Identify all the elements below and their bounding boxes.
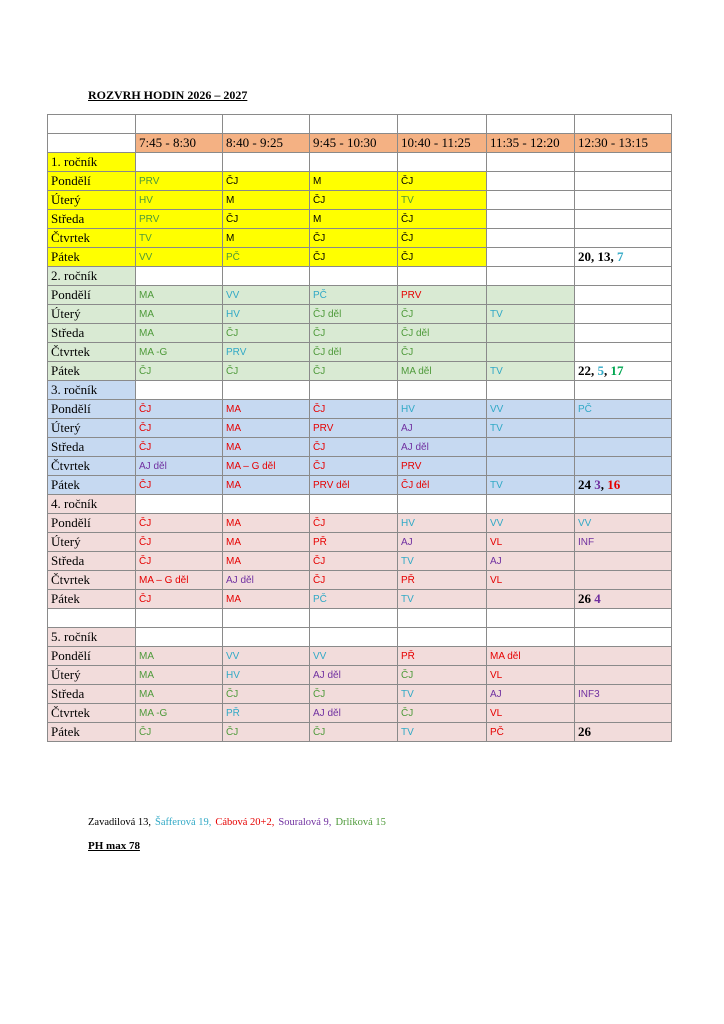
empty-cell bbox=[136, 628, 223, 647]
summary-part: 5 bbox=[597, 363, 604, 378]
lesson-cell bbox=[487, 343, 575, 362]
lesson-cell: ČJ bbox=[398, 229, 487, 248]
day-row bbox=[48, 172, 672, 191]
day-label: Pondělí bbox=[48, 647, 136, 666]
lesson-cell: HV bbox=[223, 305, 310, 324]
lesson-cell bbox=[487, 229, 575, 248]
lesson-cell: VL bbox=[487, 571, 575, 590]
empty-cell bbox=[575, 609, 672, 628]
day-row bbox=[48, 590, 672, 609]
lesson-cell: ČJ bbox=[136, 533, 223, 552]
timetable-body bbox=[48, 115, 672, 742]
lesson-cell: MA děl bbox=[398, 362, 487, 381]
lesson-cell bbox=[575, 457, 672, 476]
lesson-cell: ČJ bbox=[136, 514, 223, 533]
lesson-cell: HV bbox=[398, 400, 487, 419]
lesson-cell: ČJ bbox=[136, 438, 223, 457]
lesson-cell bbox=[575, 343, 672, 362]
lesson-cell: VL bbox=[487, 704, 575, 723]
lesson-cell bbox=[487, 172, 575, 191]
day-row bbox=[48, 552, 672, 571]
spacer-row bbox=[48, 609, 672, 628]
lesson-cell bbox=[575, 324, 672, 343]
lesson-cell: ČJ bbox=[310, 362, 398, 381]
lesson-cell: INF3 bbox=[575, 685, 672, 704]
empty-cell bbox=[310, 609, 398, 628]
lesson-cell: MA bbox=[136, 647, 223, 666]
day-label: Čtvrtek bbox=[48, 571, 136, 590]
day-label: Pondělí bbox=[48, 514, 136, 533]
empty-cell bbox=[223, 153, 310, 172]
empty-cell bbox=[136, 267, 223, 286]
lesson-cell: M bbox=[223, 191, 310, 210]
lesson-cell: ČJ bbox=[136, 362, 223, 381]
summary-part: , bbox=[604, 363, 611, 378]
lesson-cell: TV bbox=[487, 362, 575, 381]
day-label: Pátek bbox=[48, 723, 136, 742]
lesson-cell: PRV bbox=[223, 343, 310, 362]
grade-header-row bbox=[48, 628, 672, 647]
lesson-cell: ČJ bbox=[398, 343, 487, 362]
empty-cell bbox=[136, 381, 223, 400]
lesson-cell bbox=[575, 305, 672, 324]
lesson-cell: MA bbox=[223, 533, 310, 552]
lesson-cell: VL bbox=[487, 666, 575, 685]
grade-label: 2. ročník bbox=[48, 267, 136, 286]
lesson-cell: ČJ bbox=[310, 229, 398, 248]
lesson-cell: MA bbox=[136, 666, 223, 685]
time-slot: 12:30 - 13:15 bbox=[575, 134, 672, 153]
lesson-cell: MA bbox=[223, 552, 310, 571]
lesson-cell: VV bbox=[223, 286, 310, 305]
empty-cell bbox=[223, 267, 310, 286]
grade-summary bbox=[575, 476, 672, 495]
grade-header-row bbox=[48, 381, 672, 400]
lesson-cell: M bbox=[310, 210, 398, 229]
lesson-cell: ČJ děl bbox=[398, 324, 487, 343]
lesson-cell: TV bbox=[398, 590, 487, 609]
empty-cell bbox=[223, 381, 310, 400]
lesson-cell bbox=[487, 324, 575, 343]
empty-cell bbox=[136, 495, 223, 514]
day-label: Pondělí bbox=[48, 172, 136, 191]
day-row bbox=[48, 191, 672, 210]
empty-cell bbox=[136, 153, 223, 172]
empty-cell bbox=[575, 267, 672, 286]
lesson-cell: AJ děl bbox=[136, 457, 223, 476]
grade-label: 1. ročník bbox=[48, 153, 136, 172]
empty-cell bbox=[310, 153, 398, 172]
lesson-cell: ČJ bbox=[310, 400, 398, 419]
lesson-cell: AJ bbox=[398, 419, 487, 438]
empty-cell bbox=[398, 609, 487, 628]
lesson-cell: PRV bbox=[136, 210, 223, 229]
lesson-cell: ČJ bbox=[223, 362, 310, 381]
timetable bbox=[47, 114, 672, 742]
lesson-cell: ČJ bbox=[398, 666, 487, 685]
lesson-cell: ČJ bbox=[310, 438, 398, 457]
empty-cell bbox=[310, 495, 398, 514]
lesson-cell: AJ děl bbox=[310, 666, 398, 685]
day-row bbox=[48, 457, 672, 476]
lesson-cell bbox=[487, 191, 575, 210]
day-label: Čtvrtek bbox=[48, 704, 136, 723]
day-row bbox=[48, 647, 672, 666]
summary-part: 22, bbox=[578, 363, 598, 378]
lesson-cell: MA děl bbox=[487, 647, 575, 666]
day-row bbox=[48, 324, 672, 343]
teacher-entry: Šafferová 19, bbox=[154, 817, 212, 828]
empty-cell bbox=[487, 381, 575, 400]
teacher-entry: Zavadilová 13, bbox=[88, 817, 151, 828]
summary-part: 17 bbox=[610, 363, 624, 378]
lesson-cell: TV bbox=[487, 305, 575, 324]
empty-cell bbox=[575, 153, 672, 172]
summary-part: 24 bbox=[578, 477, 595, 492]
lesson-cell bbox=[575, 666, 672, 685]
day-row bbox=[48, 666, 672, 685]
lesson-cell: ČJ bbox=[310, 457, 398, 476]
lesson-cell: ČJ bbox=[398, 704, 487, 723]
lesson-cell: PRV bbox=[398, 286, 487, 305]
lesson-cell: PŘ bbox=[223, 704, 310, 723]
day-label: Čtvrtek bbox=[48, 229, 136, 248]
lesson-cell: AJ bbox=[398, 533, 487, 552]
lesson-cell bbox=[575, 419, 672, 438]
summary-part: 4 bbox=[594, 591, 601, 606]
lesson-cell: MA bbox=[136, 305, 223, 324]
empty-cell bbox=[310, 267, 398, 286]
empty-cell bbox=[136, 609, 223, 628]
lesson-cell bbox=[487, 210, 575, 229]
lesson-cell: MA bbox=[223, 438, 310, 457]
lesson-cell: INF bbox=[575, 533, 672, 552]
empty-cell bbox=[487, 153, 575, 172]
summary-part: 7 bbox=[617, 249, 624, 264]
lesson-cell: ČJ bbox=[310, 324, 398, 343]
day-row bbox=[48, 704, 672, 723]
lesson-cell: MA bbox=[136, 286, 223, 305]
lesson-cell bbox=[575, 210, 672, 229]
day-label: Pondělí bbox=[48, 400, 136, 419]
empty-cell bbox=[223, 628, 310, 647]
lesson-cell: ČJ bbox=[136, 400, 223, 419]
summary-part: 26 bbox=[578, 724, 591, 739]
lesson-cell: MA bbox=[223, 476, 310, 495]
lesson-cell: VV bbox=[487, 400, 575, 419]
lesson-cell bbox=[575, 172, 672, 191]
lesson-cell: ČJ děl bbox=[398, 476, 487, 495]
lesson-cell: AJ děl bbox=[310, 704, 398, 723]
lesson-cell: ČJ bbox=[310, 191, 398, 210]
lesson-cell: MA bbox=[223, 419, 310, 438]
empty-cell bbox=[310, 628, 398, 647]
day-label: Pátek bbox=[48, 362, 136, 381]
day-label: Úterý bbox=[48, 533, 136, 552]
lesson-cell: ČJ bbox=[136, 590, 223, 609]
empty-cell bbox=[487, 267, 575, 286]
lesson-cell: HV bbox=[223, 666, 310, 685]
page-title: ROZVRH HODIN 2026 – 2027 bbox=[88, 88, 248, 102]
day-row bbox=[48, 723, 672, 742]
day-row bbox=[48, 286, 672, 305]
day-label: Čtvrtek bbox=[48, 457, 136, 476]
lesson-cell: ČJ bbox=[310, 723, 398, 742]
lesson-cell: PČ bbox=[310, 286, 398, 305]
lesson-cell: ČJ bbox=[310, 685, 398, 704]
lesson-cell: PRV děl bbox=[310, 476, 398, 495]
lesson-cell: ČJ bbox=[310, 514, 398, 533]
empty-cell bbox=[310, 381, 398, 400]
lesson-cell bbox=[575, 229, 672, 248]
teacher-legend bbox=[88, 817, 390, 828]
lesson-cell: PŘ bbox=[310, 533, 398, 552]
lesson-cell: MA -G bbox=[136, 343, 223, 362]
lesson-cell: ČJ bbox=[223, 723, 310, 742]
lesson-cell bbox=[575, 647, 672, 666]
lesson-cell: MA bbox=[223, 400, 310, 419]
lesson-cell bbox=[575, 571, 672, 590]
lesson-cell: PRV bbox=[310, 419, 398, 438]
lesson-cell: TV bbox=[136, 229, 223, 248]
lesson-cell: PČ bbox=[487, 723, 575, 742]
day-row bbox=[48, 362, 672, 381]
lesson-cell bbox=[575, 438, 672, 457]
empty-cell bbox=[487, 495, 575, 514]
day-label: Úterý bbox=[48, 666, 136, 685]
day-row bbox=[48, 400, 672, 419]
grade-header-row bbox=[48, 267, 672, 286]
lesson-cell: ČJ bbox=[398, 305, 487, 324]
lesson-cell: HV bbox=[136, 191, 223, 210]
lesson-cell: TV bbox=[487, 476, 575, 495]
lesson-cell: AJ děl bbox=[223, 571, 310, 590]
lesson-cell: HV bbox=[398, 514, 487, 533]
day-label: Úterý bbox=[48, 419, 136, 438]
lesson-cell bbox=[575, 552, 672, 571]
lesson-cell: VL bbox=[487, 533, 575, 552]
lesson-cell: PRV bbox=[136, 172, 223, 191]
lesson-cell: ČJ bbox=[398, 248, 487, 267]
grade-label: 4. ročník bbox=[48, 495, 136, 514]
day-label: Středa bbox=[48, 685, 136, 704]
lesson-cell: ČJ bbox=[136, 419, 223, 438]
lesson-cell: ČJ bbox=[136, 723, 223, 742]
lesson-cell: M bbox=[310, 172, 398, 191]
lesson-cell: VV bbox=[223, 647, 310, 666]
day-label: Středa bbox=[48, 210, 136, 229]
lesson-cell: AJ bbox=[487, 552, 575, 571]
lesson-cell: ČJ bbox=[310, 552, 398, 571]
day-row bbox=[48, 248, 672, 267]
summary-part: 26 bbox=[578, 591, 595, 606]
blank-row bbox=[48, 115, 672, 134]
day-label: Středa bbox=[48, 324, 136, 343]
lesson-cell: VV bbox=[575, 514, 672, 533]
summary-part: 3 bbox=[594, 477, 601, 492]
lesson-cell: PČ bbox=[575, 400, 672, 419]
grade-summary bbox=[575, 723, 672, 742]
lesson-cell: ČJ bbox=[136, 476, 223, 495]
lesson-cell: TV bbox=[398, 723, 487, 742]
grade-summary bbox=[575, 362, 672, 381]
lesson-cell: TV bbox=[398, 552, 487, 571]
lesson-cell: PRV bbox=[398, 457, 487, 476]
teacher-entry: Drlíková 15 bbox=[335, 817, 386, 828]
lesson-cell: AJ bbox=[487, 685, 575, 704]
lesson-cell: ČJ bbox=[223, 685, 310, 704]
day-label: Pátek bbox=[48, 590, 136, 609]
time-slot: 10:40 - 11:25 bbox=[398, 134, 487, 153]
day-label: Středa bbox=[48, 438, 136, 457]
lesson-cell bbox=[487, 457, 575, 476]
summary-part: 20, 13, bbox=[578, 249, 617, 264]
lesson-cell: ČJ bbox=[136, 552, 223, 571]
time-header-row bbox=[48, 134, 672, 153]
time-slot: 11:35 - 12:20 bbox=[487, 134, 575, 153]
ph-max-note: PH max 78 bbox=[88, 840, 140, 852]
time-slot: 9:45 - 10:30 bbox=[310, 134, 398, 153]
day-label: Pátek bbox=[48, 248, 136, 267]
empty-cell bbox=[575, 628, 672, 647]
day-row bbox=[48, 305, 672, 324]
empty-cell bbox=[398, 381, 487, 400]
grade-header-row bbox=[48, 495, 672, 514]
empty-cell bbox=[575, 381, 672, 400]
day-row bbox=[48, 514, 672, 533]
lesson-cell: VV bbox=[310, 647, 398, 666]
lesson-cell: MA – G děl bbox=[136, 571, 223, 590]
lesson-cell: TV bbox=[398, 685, 487, 704]
day-row bbox=[48, 210, 672, 229]
lesson-cell: MA bbox=[223, 590, 310, 609]
lesson-cell: ČJ bbox=[223, 324, 310, 343]
lesson-cell: ČJ bbox=[310, 571, 398, 590]
lesson-cell: M bbox=[223, 229, 310, 248]
lesson-cell bbox=[575, 191, 672, 210]
lesson-cell: TV bbox=[398, 191, 487, 210]
empty-cell bbox=[398, 628, 487, 647]
day-row bbox=[48, 533, 672, 552]
day-label: Pondělí bbox=[48, 286, 136, 305]
lesson-cell: ČJ bbox=[223, 210, 310, 229]
day-label: Pátek bbox=[48, 476, 136, 495]
lesson-cell: MA bbox=[136, 685, 223, 704]
lesson-cell bbox=[487, 438, 575, 457]
grade-label: 5. ročník bbox=[48, 628, 136, 647]
day-label: Úterý bbox=[48, 191, 136, 210]
lesson-cell: ČJ děl bbox=[310, 343, 398, 362]
lesson-cell: ČJ bbox=[398, 210, 487, 229]
lesson-cell bbox=[575, 704, 672, 723]
empty-cell bbox=[223, 609, 310, 628]
lesson-cell: AJ děl bbox=[398, 438, 487, 457]
grade-summary bbox=[575, 590, 672, 609]
grade-label: 3. ročník bbox=[48, 381, 136, 400]
empty-cell bbox=[398, 495, 487, 514]
grade-summary bbox=[575, 248, 672, 267]
lesson-cell: PŘ bbox=[398, 571, 487, 590]
time-slot: 7:45 - 8:30 bbox=[136, 134, 223, 153]
teacher-entry: Cábová 20+2, bbox=[215, 817, 275, 828]
empty-cell bbox=[48, 609, 136, 628]
day-row bbox=[48, 419, 672, 438]
lesson-cell: MA bbox=[136, 324, 223, 343]
teacher-entry: Souralová 9, bbox=[278, 817, 332, 828]
day-label: Úterý bbox=[48, 305, 136, 324]
summary-part: 16 bbox=[607, 477, 621, 492]
lesson-cell bbox=[487, 286, 575, 305]
day-label: Čtvrtek bbox=[48, 343, 136, 362]
empty-cell bbox=[487, 628, 575, 647]
time-slot: 8:40 - 9:25 bbox=[223, 134, 310, 153]
lesson-cell: PČ bbox=[223, 248, 310, 267]
day-row bbox=[48, 476, 672, 495]
lesson-cell: MA bbox=[223, 514, 310, 533]
lesson-cell: MA – G děl bbox=[223, 457, 310, 476]
lesson-cell: ČJ bbox=[310, 248, 398, 267]
empty-cell bbox=[223, 495, 310, 514]
lesson-cell: VV bbox=[487, 514, 575, 533]
empty-cell bbox=[487, 609, 575, 628]
empty-cell bbox=[398, 153, 487, 172]
lesson-cell: MA -G bbox=[136, 704, 223, 723]
empty-cell bbox=[575, 495, 672, 514]
grade-header-row bbox=[48, 153, 672, 172]
lesson-cell: ČJ děl bbox=[310, 305, 398, 324]
lesson-cell: PŘ bbox=[398, 647, 487, 666]
empty-cell bbox=[398, 267, 487, 286]
lesson-cell: PČ bbox=[310, 590, 398, 609]
day-row bbox=[48, 343, 672, 362]
day-label: Středa bbox=[48, 552, 136, 571]
day-row bbox=[48, 229, 672, 248]
lesson-cell bbox=[487, 590, 575, 609]
lesson-cell bbox=[487, 248, 575, 267]
lesson-cell: ČJ bbox=[223, 172, 310, 191]
day-row bbox=[48, 685, 672, 704]
day-row bbox=[48, 571, 672, 590]
lesson-cell: TV bbox=[487, 419, 575, 438]
summary-part: , bbox=[600, 477, 608, 492]
lesson-cell: ČJ bbox=[398, 172, 487, 191]
lesson-cell: VV bbox=[136, 248, 223, 267]
day-row bbox=[48, 438, 672, 457]
lesson-cell bbox=[575, 286, 672, 305]
